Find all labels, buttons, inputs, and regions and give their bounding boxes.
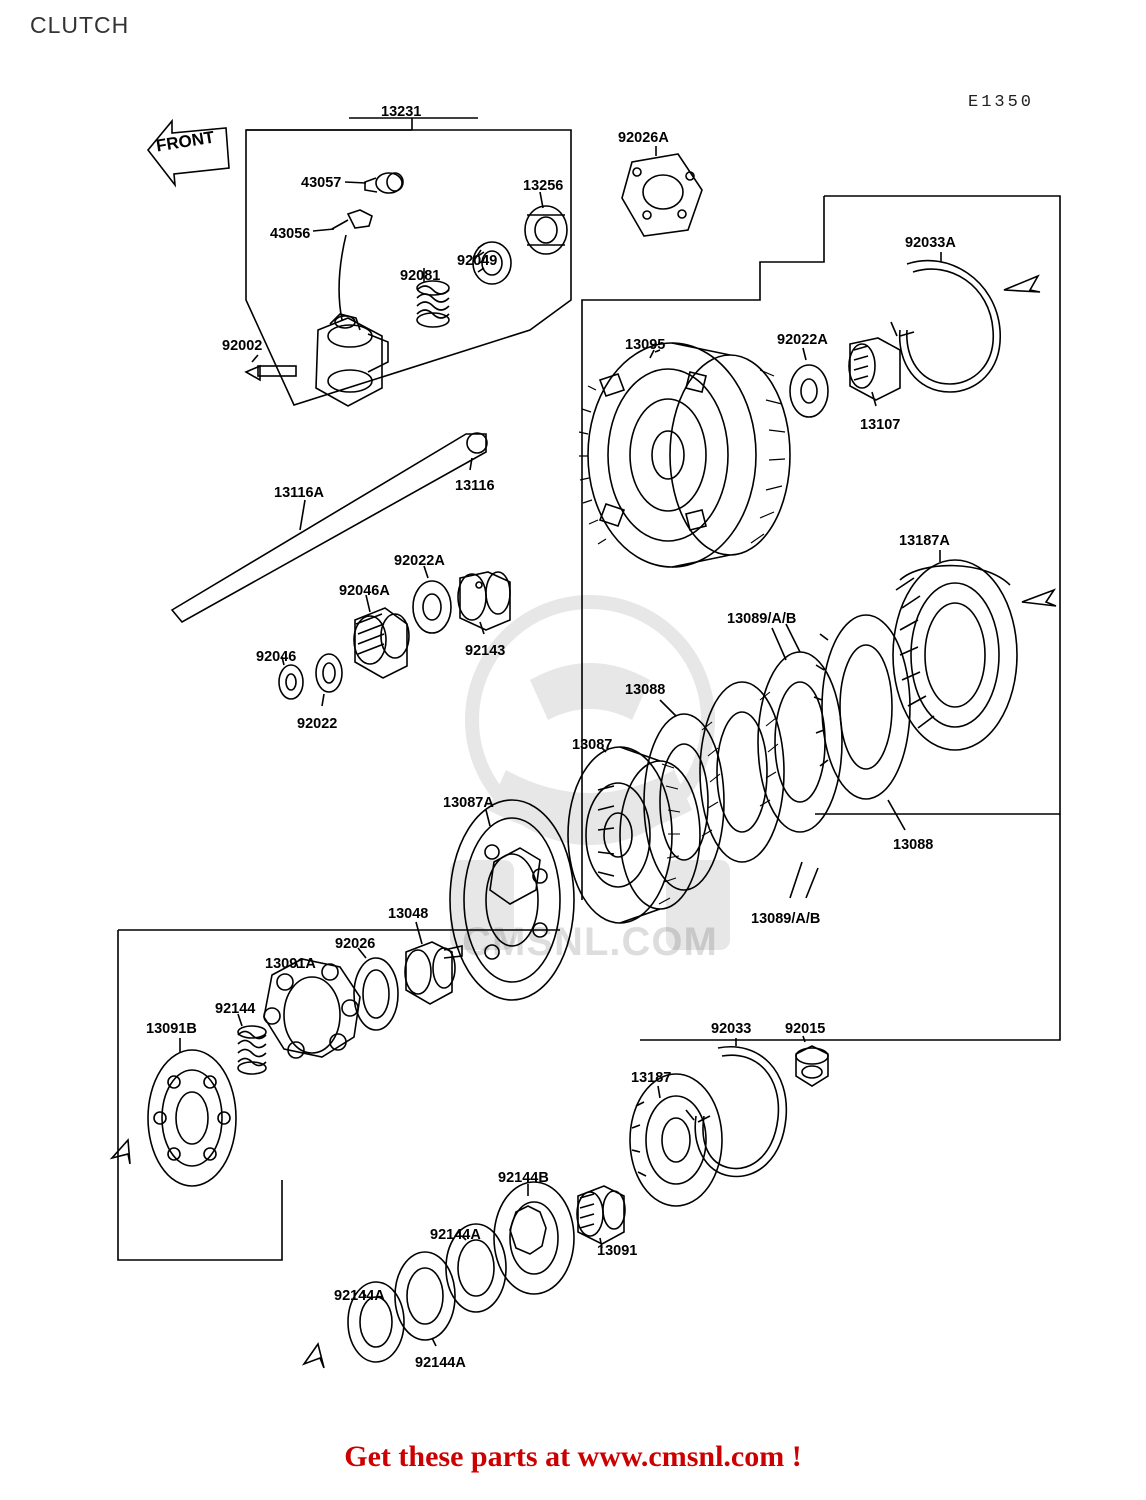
part-number-label[interactable]: 92033: [711, 1021, 752, 1037]
part-number-label[interactable]: 92022: [297, 716, 338, 732]
part-number-label[interactable]: 92022A: [777, 332, 828, 348]
part-number-label[interactable]: 92144A: [430, 1227, 481, 1243]
part-number-label[interactable]: 13091: [597, 1243, 638, 1259]
part-number-label[interactable]: 13116A: [274, 485, 324, 501]
page-title: CLUTCH: [30, 12, 130, 38]
part-number-label[interactable]: 13231: [381, 104, 422, 120]
part-number-label[interactable]: 13091B: [146, 1021, 197, 1037]
part-number-label[interactable]: 13116: [455, 478, 495, 494]
part-number-label[interactable]: 13087: [572, 737, 613, 753]
part-number-label[interactable]: 13089/A/B: [727, 611, 797, 627]
part-number-label[interactable]: 13256: [523, 178, 564, 194]
part-number-label[interactable]: 13187A: [899, 533, 950, 549]
part-number-label[interactable]: 13088: [893, 837, 934, 853]
part-number-label[interactable]: 92144B: [498, 1170, 549, 1186]
footer-promo: Get these parts at www.cmsnl.com !: [344, 1440, 802, 1473]
figure-code: E1350: [968, 93, 1035, 112]
watermark-text: CMSNL.COM: [462, 920, 718, 964]
part-number-label[interactable]: 13091A: [265, 956, 316, 972]
part-number-label[interactable]: 92033A: [905, 235, 956, 251]
part-number-label[interactable]: 92046: [256, 649, 297, 665]
part-number-label[interactable]: 13107: [860, 417, 901, 433]
part-number-label[interactable]: 13095: [625, 337, 666, 353]
part-number-label[interactable]: 92049: [457, 253, 498, 269]
front-tag-label: FRONT: [154, 127, 216, 156]
part-number-label[interactable]: 92026A: [618, 130, 669, 146]
part-number-label[interactable]: 92144A: [415, 1355, 466, 1371]
part-number-label[interactable]: 13187: [631, 1070, 672, 1086]
part-number-label[interactable]: 92026: [335, 936, 376, 952]
front-direction-tag: [140, 112, 228, 174]
part-number-label[interactable]: 92081: [400, 268, 441, 284]
part-number-label[interactable]: 13087A: [443, 795, 494, 811]
part-number-label[interactable]: 43056: [270, 226, 311, 242]
part-number-label[interactable]: 13089/A/B: [751, 911, 821, 927]
part-number-label[interactable]: 92046A: [339, 583, 390, 599]
part-number-label[interactable]: 92143: [465, 643, 506, 659]
part-number-label[interactable]: 92015: [785, 1021, 826, 1037]
part-number-label[interactable]: 92002: [222, 338, 263, 354]
part-number-label[interactable]: 13088: [625, 682, 666, 698]
part-number-label[interactable]: 92144A: [334, 1288, 385, 1304]
part-number-label[interactable]: 92144: [215, 1001, 256, 1017]
part-number-label[interactable]: 13048: [388, 906, 429, 922]
part-number-label[interactable]: 43057: [301, 175, 342, 191]
part-number-label[interactable]: 92022A: [394, 553, 445, 569]
